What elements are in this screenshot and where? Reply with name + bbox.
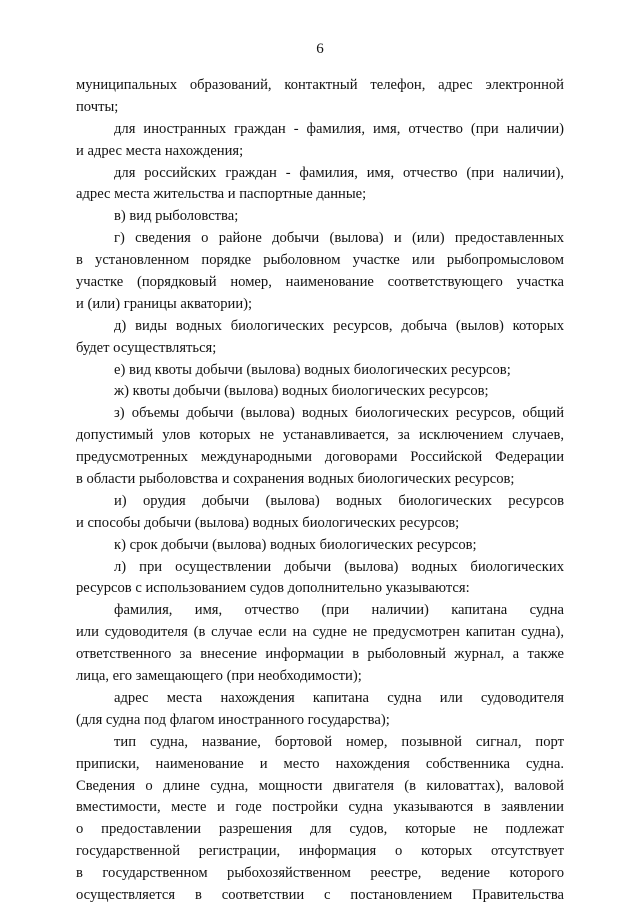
- text-line: муниципальных образований, контактный телефон, адрес электронной: [76, 77, 564, 93]
- text-line: и способы добычи (вылова) водных биологических ресурсов;: [76, 514, 460, 531]
- text-line: л) при осуществлении добычи (вылова) водных биологических: [114, 558, 564, 575]
- text-line: ответственного за внесение информации в рыболовный журнал, а также: [76, 646, 564, 663]
- text-line: тип судна, название, бортовой номер, позывной сигнал, порт: [114, 733, 564, 750]
- text-line: о предоставлении разрешения для судов, которые не подлежат: [76, 821, 564, 838]
- text-line: ж) квоты добычи (вылова) водных биологических ресурсов;: [114, 383, 489, 400]
- text-line: предусмотренных международными договорами Российской Федерации: [76, 449, 564, 466]
- text-line: и (или) границы акватории);: [76, 295, 253, 312]
- text-line: фамилия, имя, отчество (при наличии) капитана судна: [114, 602, 564, 619]
- text-line: участке (порядковый номер, наименование соответствующего участка: [76, 274, 564, 291]
- text-line: адрес места нахождения капитана судна или судоводителя: [114, 689, 564, 706]
- text-line: д) виды водных биологических ресурсов, добыча (вылов) которых: [114, 317, 564, 334]
- text-line: осуществляется в соответствии с постановлением Правительства: [76, 886, 564, 903]
- text-line: вместимости, месте и годе постройки судна указываются в заявлении: [76, 799, 564, 816]
- text-line: для иностранных граждан - фамилия, имя, отчество (при наличии): [114, 120, 564, 137]
- text-line: государственной регистрации, информация о которых отсутствует: [76, 843, 564, 860]
- text-line: лица, его замещающего (при необходимости);: [76, 668, 362, 685]
- text-line: з) объемы добычи (вылова) водных биологических ресурсов, общий: [114, 405, 564, 422]
- page-number: 6: [316, 41, 324, 57]
- text-line: ресурсов с использованием судов дополнительно указываются:: [76, 580, 470, 597]
- text-line: в) вид рыболовства;: [114, 208, 239, 225]
- text-line: допустимый улов которых не устанавливается, за исключением случаев,: [76, 427, 564, 444]
- text-line: к) срок добычи (вылова) водных биологических ресурсов;: [114, 536, 477, 553]
- text-line: для российских граждан - фамилия, имя, отчество (при наличии),: [114, 164, 564, 181]
- text-line: и адрес места нахождения;: [76, 142, 244, 159]
- text-line: е) вид квоты добычи (вылова) водных биологических ресурсов;: [114, 361, 511, 378]
- text-line: и) орудия добычи (вылова) водных биологических ресурсов: [114, 492, 564, 509]
- text-line: (для судна под флагом иностранного государства);: [76, 711, 390, 728]
- text-line: в государственном рыбохозяйственном реестре, ведение которого: [76, 865, 564, 882]
- text-line: будет осуществляться;: [76, 339, 217, 356]
- text-line: г) сведения о районе добычи (вылова) и (или) предоставленных: [114, 230, 564, 247]
- text-line: в установленном порядке рыболовном участке или рыбопромысловом: [76, 252, 564, 269]
- text-line: Сведения о длине судна, мощности двигателя (в киловаттах), валовой: [76, 777, 564, 794]
- text-line: приписки, наименование и место нахождения собственника судна.: [76, 755, 564, 772]
- text-line: почты;: [76, 98, 119, 115]
- text-line: адрес места жительства и паспортные данные;: [76, 186, 367, 203]
- text-line: или судоводителя (в случае если на судне не предусмотрен капитан судна),: [76, 624, 564, 641]
- document-body: [76, 75, 564, 907]
- text-line: в области рыболовства и сохранения водных биологических ресурсов;: [76, 471, 515, 488]
